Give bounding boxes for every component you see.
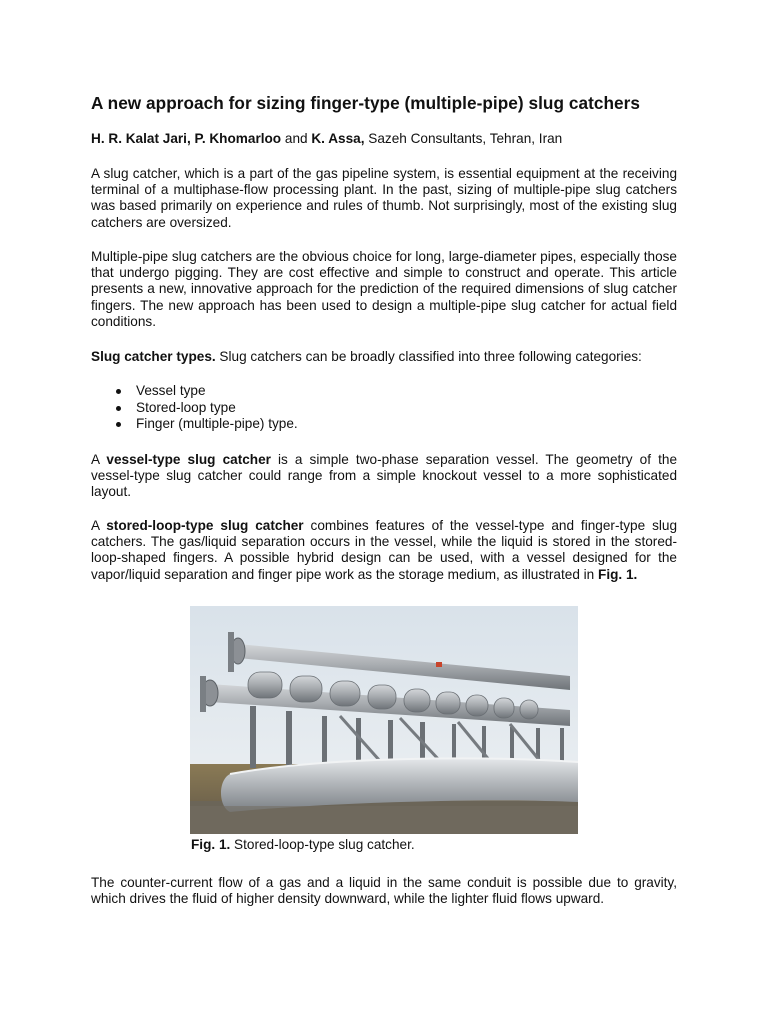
vessel-term: vessel-type slug catcher [106,452,271,467]
author-names-2: K. Assa, [311,131,365,146]
figure-caption-text: Stored-loop-type slug catcher. [230,837,415,852]
article-title: A new approach for sizing finger-type (multiple-pipe) slug catchers [91,93,640,113]
list-item: Vessel type [91,383,298,400]
figure-label: Fig. 1. [191,837,231,852]
vessel-prefix: A [91,452,107,467]
stored-prefix: A [91,518,107,533]
stored-text: combines features of the vessel-type and finger-type slug catchers. The gas/liquid separation occurs in the vessel, while the liquid is stored in the stored-loop-shaped fingers. A possible hybrid design can be used, with a vessel designed for the vapor/liquid separation and finger pipe work as the storage medium, as illustrated in [91,518,678,582]
second-paragraph: Multiple-pipe slug catchers are the obvious choice for long, large-diameter pipes, especially those that undergo pigging. They are cost effective and simple to construct and operate. This article presents a new, innovative approach for the prediction of the required dimensions of slug catcher fingers. The new approach has been used to design a multiple-pipe slug catcher for actual field conditions. [91,249,677,329]
slug-catcher-illustration [190,606,578,834]
types-paragraph [91,349,677,365]
figure-reference: Fig. 1. [598,566,638,582]
author-line [91,131,562,147]
stored-loop-paragraph [91,518,677,583]
vessel-text: is a simple two-phase separation vessel. The geometry of the vessel-type slug catcher could range from a simple knockout vessel to a more sophisticated layout. [91,452,678,500]
types-list [91,383,298,433]
stored-term: stored-loop-type slug catcher [106,518,304,533]
types-heading: Slug catcher types. [91,349,216,364]
closing-paragraph: The counter-current flow of a gas and a liquid in the same conduit is possible due to gravity, which drives the fluid of higher density downward, while the lighter fluid flows upward. [91,875,677,907]
figure-caption [191,837,415,853]
list-item: Stored-loop type [91,400,298,417]
intro-paragraph: A slug catcher, which is a part of the gas pipeline system, is essential equipment at the receiving terminal of a multiphase-flow processing plant. In the past, sizing of multiple-pipe slug catchers was based primarily on experience and rules of thumb. Not surprisingly, most of the existing slug catchers are oversized. [91,166,677,230]
figure-photo [190,606,578,834]
vessel-type-paragraph [91,452,677,501]
author-affiliation: Sazeh Consultants, Tehran, Iran [364,131,563,146]
author-names-1: H. R. Kalat Jari, P. Khomarloo [91,131,282,146]
author-conjunction: and [281,131,312,146]
types-intro: Slug catchers can be broadly classified into three following categories: [215,349,642,364]
list-item: Finger (multiple-pipe) type. [91,416,298,433]
